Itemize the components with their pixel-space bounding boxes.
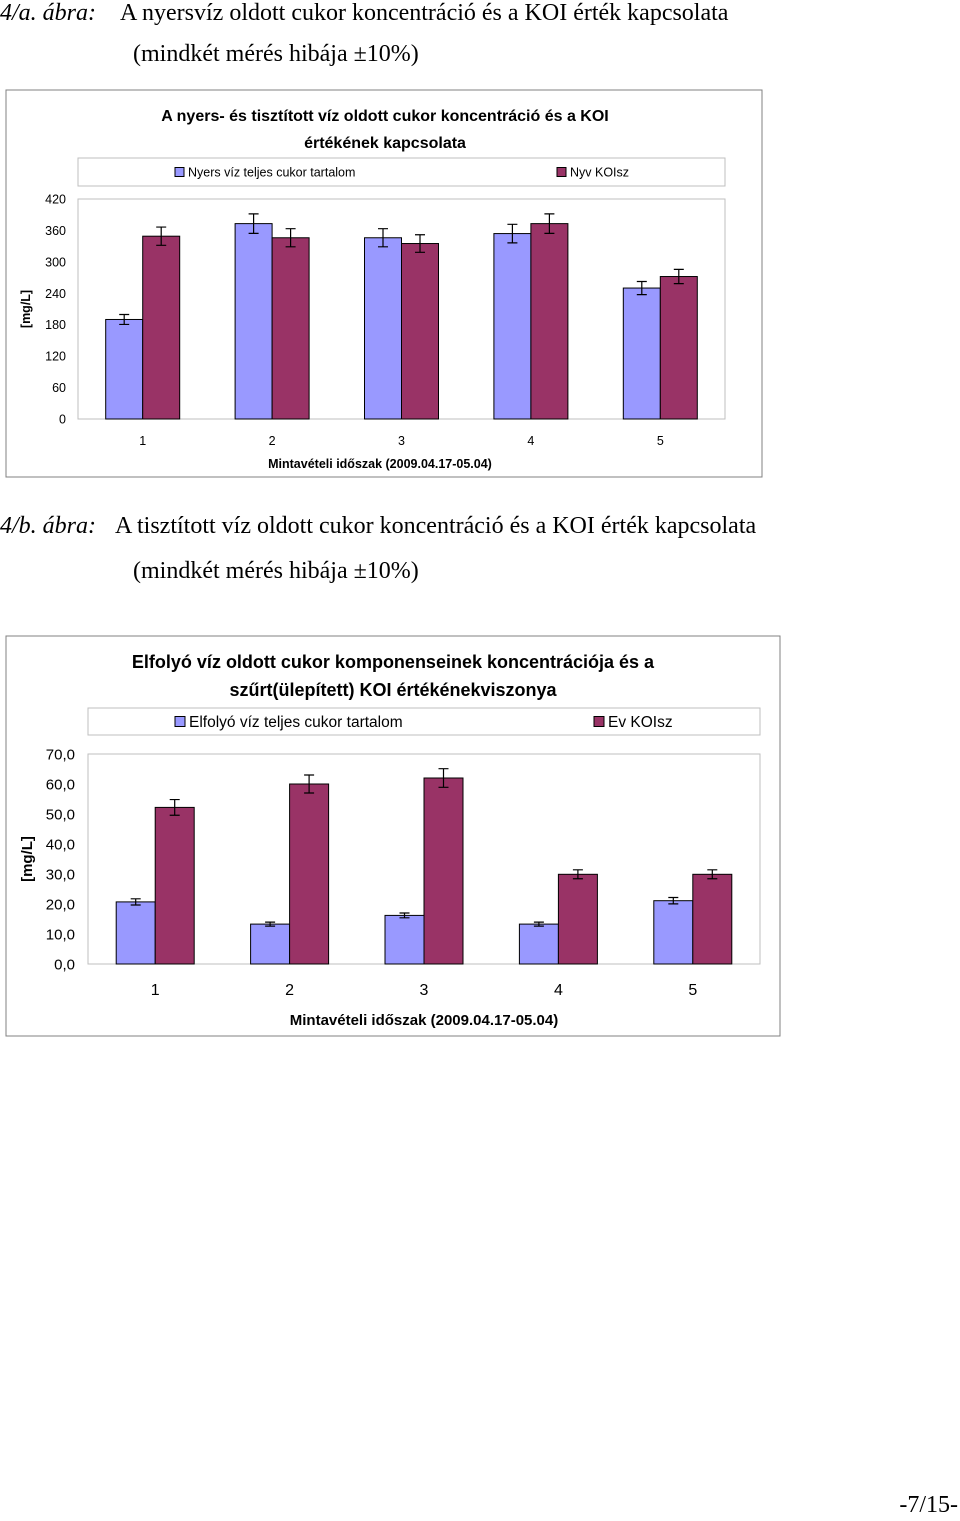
chart-a-bar-s1-c5 xyxy=(623,288,660,419)
chart-a-xtick-label: 1 xyxy=(139,434,147,448)
figure-b-caption-line1: A tisztított víz oldott cukor koncentráció és a KOI érték kapcsolata xyxy=(115,513,757,539)
chart-a-ytick-label: 240 xyxy=(45,286,66,301)
chart-b-legend-swatch-2 xyxy=(594,717,604,727)
chart-a-ytick-label: 0 xyxy=(59,412,66,427)
chart-b-legend-label-2: Ev KOIsz xyxy=(608,714,673,732)
chart-a-ytick-label: 60 xyxy=(52,381,66,396)
figure-a-caption-line1: A nyersvíz oldott cukor koncentráció és a KOI érték kapcsolata xyxy=(120,0,729,26)
chart-a-xlabel: Mintavételi időszak (2009.04.17-05.04) xyxy=(268,457,492,471)
page-number: -7/15- xyxy=(899,1492,958,1518)
chart-b-xtick-label: 3 xyxy=(419,982,429,999)
figure-a-caption-line2: (mindkét mérés hibája ±10%) xyxy=(133,41,419,67)
figure-b-caption-line2: (mindkét mérés hibája ±10%) xyxy=(133,558,419,584)
chart-b-xtick-label: 1 xyxy=(150,982,160,999)
chart-b-ytick-label: 60,0 xyxy=(45,776,75,794)
chart-a-ytick-label: 300 xyxy=(45,255,66,270)
chart-a-bar-s1-c2 xyxy=(235,224,272,419)
chart-a-ytick-label: 420 xyxy=(45,192,66,207)
chart-a-bar-s2-c4 xyxy=(531,224,568,419)
chart-b-xtick-label: 5 xyxy=(688,982,698,999)
chart-a-xtick-label: 5 xyxy=(656,434,664,448)
chart-a-bar-s1-c3 xyxy=(365,238,402,419)
figure-b-caption xyxy=(0,513,756,540)
chart-a-bar-s1-c1 xyxy=(106,319,143,419)
chart-b-ytick-label: 40,0 xyxy=(45,836,75,854)
chart-b-legend-swatch-1 xyxy=(175,717,185,727)
chart-b-ytick-label: 30,0 xyxy=(45,866,75,884)
chart-a-xtick-label: 3 xyxy=(398,434,405,448)
chart-a-bar-s2-c5 xyxy=(660,277,697,419)
chart-b-title-line1: Elfolyó víz oldott cukor komponenseinek koncentrációja és a xyxy=(131,652,655,672)
chart-a-bar-s2-c3 xyxy=(402,244,439,419)
chart-b-bar-s2-c2 xyxy=(290,784,329,964)
chart-b-bar-s2-c3 xyxy=(424,778,463,964)
chart-a-legend-swatch-2 xyxy=(557,168,566,177)
chart-b-ytick-label: 10,0 xyxy=(45,926,75,944)
chart-a-legend-swatch-1 xyxy=(175,168,184,177)
chart-b-legend-label-1: Elfolyó víz teljes cukor tartalom xyxy=(189,714,403,732)
chart-b-ytick-label: 50,0 xyxy=(45,806,75,824)
chart-b-ytick-label: 0,0 xyxy=(54,956,75,974)
chart-b-bar-s1-c2 xyxy=(251,924,290,964)
chart-b xyxy=(0,620,960,1050)
chart-b-bar-s1-c4 xyxy=(519,924,558,964)
chart-b-bar-s2-c5 xyxy=(693,874,732,964)
chart-b-bar-s2-c1 xyxy=(155,807,194,964)
chart-b-bar-s1-c3 xyxy=(385,915,424,964)
chart-a-title-line1: A nyers- és tisztított víz oldott cukor koncentráció és a KOI xyxy=(161,108,609,125)
chart-b-bar-s1-c5 xyxy=(654,901,693,964)
chart-b-ytick-label: 20,0 xyxy=(45,896,75,914)
chart-a-xtick-label: 2 xyxy=(268,434,276,448)
chart-a-ytick-label: 180 xyxy=(45,318,66,333)
chart-a-bar-s1-c4 xyxy=(494,234,531,419)
chart-b-xtick-label: 4 xyxy=(553,982,563,999)
chart-b-xtick-label: 2 xyxy=(285,982,295,999)
chart-a-title-line2: értékének kapcsolata xyxy=(304,135,466,152)
chart-a-ytick-label: 120 xyxy=(45,349,66,364)
chart-a-bar-s2-c2 xyxy=(272,238,309,419)
chart-b-bar-s2-c4 xyxy=(558,874,597,964)
chart-b-ytick-label: 70,0 xyxy=(45,746,75,764)
chart-b-ylabel: [mg/L] xyxy=(19,836,36,882)
figure-b-label: 4/b. ábra: xyxy=(0,513,96,539)
chart-a-legend-label-2: Nyv KOIsz xyxy=(570,165,630,180)
chart-a-legend-label-1: Nyers víz teljes cukor tartalom xyxy=(188,165,356,180)
chart-a-ytick-label: 360 xyxy=(45,223,66,238)
chart-a-ylabel: [mg/L] xyxy=(19,289,33,329)
chart-a-bar-s2-c1 xyxy=(143,236,180,419)
figure-a-label: 4/a. ábra: xyxy=(0,0,96,26)
chart-b-bar-s1-c1 xyxy=(116,902,155,964)
chart-a-xtick-label: 4 xyxy=(527,434,535,448)
chart-b-xlabel: Mintavételi időszak (2009.04.17-05.04) xyxy=(289,1012,559,1029)
chart-b-title-line2: szűrt(ülepített) KOI értékénekviszonya xyxy=(229,680,557,700)
chart-a xyxy=(0,0,960,480)
